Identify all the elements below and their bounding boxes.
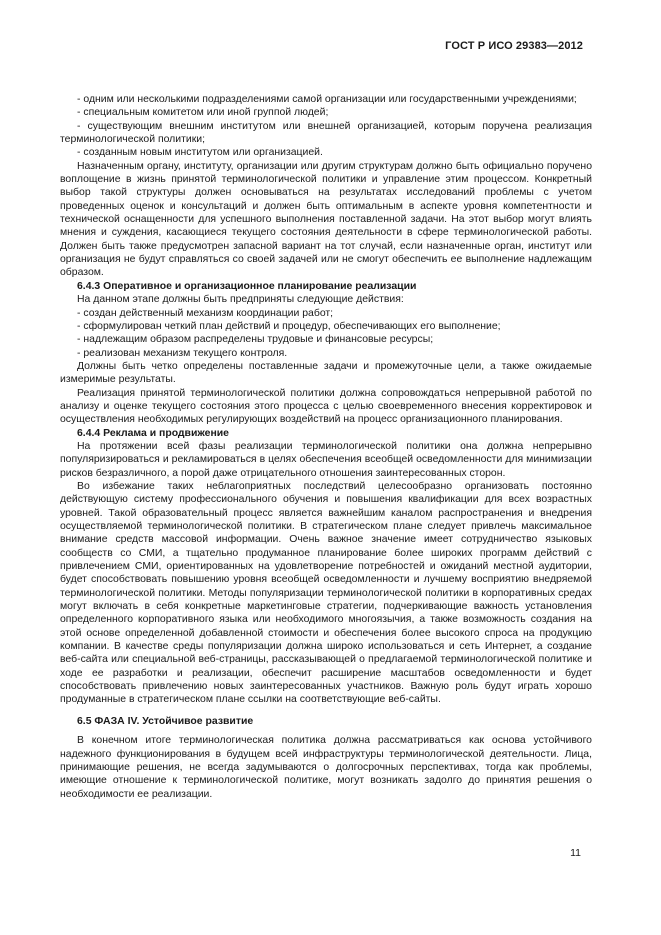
body-paragraph: Реализация принятой терминологической политики должна сопровождаться непрерывной работой по анализу и оценке текущего состояния этого процесса с целью своевременного внесения корректировок и осуществления необходимых регулирующих воздействий на процесс организационного планирования.	[60, 387, 592, 426]
list-item: - существующим внешним институтом или внешней организацией, которым поручена реализация терминологической политики;	[60, 120, 592, 146]
list-item: - сформулирован четкий план действий и процедур, обеспечивающих его выполнение;	[77, 320, 501, 332]
body-paragraph: Должны быть четко определены поставленные задачи и промежуточные цели, а также ожидаемые измеримые результаты.	[60, 360, 592, 386]
page-number: 11	[570, 847, 581, 859]
subsection-heading-6-4-4: 6.4.4 Реклама и продвижение	[77, 427, 229, 439]
list-item: - реализован механизм текущего контроля.	[77, 347, 288, 359]
section-heading-6-5: 6.5 ФАЗА IV. Устойчивое развитие	[77, 715, 254, 727]
body-paragraph: В конечном итоге терминологическая политика должна рассматриваться как основа устойчивого надежного функционирования в будущем всей инфраструктуры терминологической деятельности. Лица, принимающие решения, не всегда задумываются о долгосрочных перспективах, тогда как проблемы, имеющие отношение к терминологической политике, могут возникать задолго до принятия решения о необходимости ее реализации.	[60, 735, 592, 800]
subsection-heading-6-4-3: 6.4.3 Оперативное и организационное планирование реализации	[77, 280, 417, 292]
list-item: - создан действенный механизм координации работ;	[77, 307, 334, 319]
body-paragraph: Назначенным органу, институту, организации или другим структурам должно быть официально поручено воплощение в жизнь принятой терминологической политики и управление этим процессом. Конкретный выбор такой структуры должен основываться на результатах исследований проблемы с учетом проведенных оценок и консультаций и должен быть оптимальным в аспекте уровня компетентности и технической оснащенности для успешного выполнения поставленной задачи. На этот выбор могут влиять мнения и суждения, касающиеся текущего состояния деятельности в сфере терминологической работы. Должен быть также предусмотрен запасной вариант на тот случай, если назначенные орган, институт или организация не будут справляться со своей задачей или не смогут обеспечить ее выполнение надлежащим образом.	[60, 160, 592, 279]
body-paragraph: На данном этапе должны быть предприняты следующие действия:	[77, 294, 404, 306]
list-item: - одним или несколькими подразделениями самой организации или государственными учреждениями;	[77, 94, 577, 105]
body-paragraph: На протяжении всей фазы реализации терминологической политики она должна непрерывно популяризироваться и рекламироваться в целях обеспечения всеобщей осведомленности для минимизации рисков безразличного, а порой даже отрицательного отношения заинтересованных сторон.	[60, 440, 592, 479]
document-body	[60, 93, 592, 801]
body-paragraph: Во избежание таких неблагоприятных последствий целесообразно организовать постоянно действующую систему профессионального обучения и повышения квалификации для всех возрастных уровней. Такой образовательный процесс является важнейшим каналом распространения и внедрения осуществляемой терминологической политики. В стратегическом плане следует привлечь максимальное внимание средств массовой информации. Очень важное значение имеет сотрудничество языковых сообществ со СМИ, а тщательно продуманное планирование более широких программ действий с привлечением СМИ, ориентированных на удовлетворение потребностей и ожиданий местной аудитории, будет способствовать повышению уровня всеобщей осведомленности и лучшему восприятию внедряемой терминологической политики. Методы популяризации терминологической политики в корпоративных средах могут включать в себя конкретные маркетинговые стратегии, подчеркивающие важность установления определенного корпоративного языка или необходимого многоязычия, а также возможность создания на этой основе определенной добавленной стоимости и обеспечения более высокого спроса на продукцию компании. В качестве среды популяризации должна широко использоваться и сеть Интернет, а создание веб-сайта или специальной веб-страницы, рассказывающей о предлагаемой терминологической политике и ходе ее разработки и реализации, обеспечит расширение масштабов осведомленности и будет способствовать привлечению новых заинтересованных участников. Важную роль будут играть хорошо продуманные в стратегическом плане ссылки на соответствующие веб-сайты.	[60, 480, 592, 706]
list-item: - надлежащим образом распределены трудовые и финансовые ресурсы;	[77, 334, 434, 346]
list-item: - специальным комитетом или иной группой людей;	[77, 107, 329, 119]
document-code-header: ГОСТ Р ИСО 29383—2012	[445, 40, 583, 52]
list-item: - созданным новым институтом или организацией.	[77, 147, 323, 159]
